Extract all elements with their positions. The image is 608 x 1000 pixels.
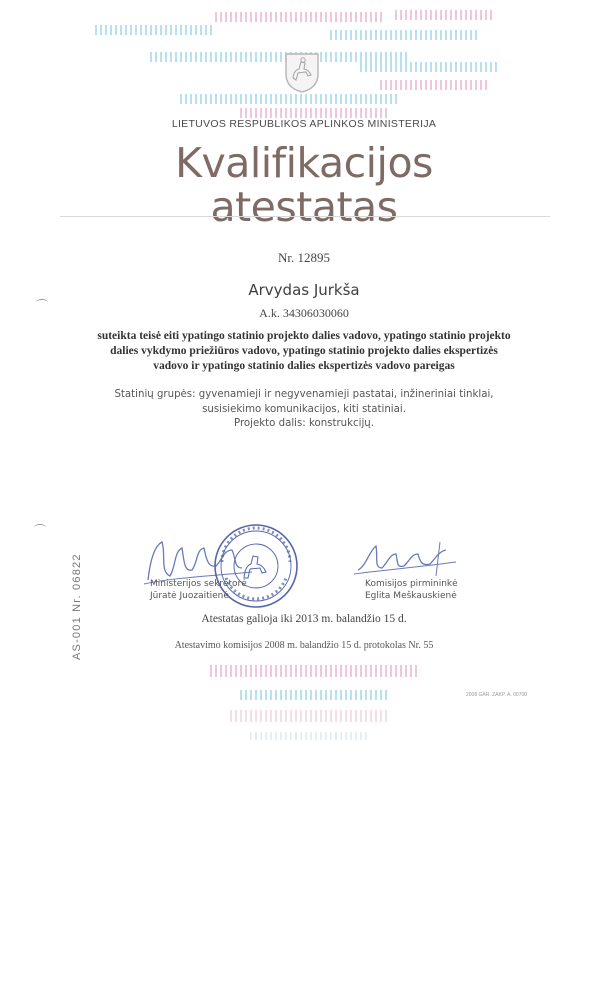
ministry-name: LIETUVOS RESPUBLIKOS APLINKOS MINISTERIJA — [171, 118, 437, 130]
left-signatory-name: Jūratė Juozaitienė — [150, 591, 229, 601]
divider — [60, 216, 550, 217]
punch-mark — [34, 524, 46, 531]
certificate-number: Nr. 12895 — [278, 250, 330, 265]
project-part: Projekto dalis: konstrukcijų. — [233, 418, 374, 429]
title-line-2: atestatas — [210, 183, 398, 231]
grant-text: suteikta teisė eiti ypatingo statinio projekto dalies vadovo, ypatingo statinio projekto dalies vykdymo priežiūros vadovo, ypatingo statinio projekto dalies ekspertizės vadovo ir ypatingo statinio dalies ekspertizės vadovo pareigas — [97, 330, 511, 372]
title-line-1: Kvalifikacijos — [175, 139, 433, 187]
right-signatory-name: Eglita Meškauskienė — [365, 591, 457, 601]
right-signatory-role: Komisijos pirmininkė — [365, 579, 458, 589]
punch-mark — [36, 299, 48, 306]
print-code: 2008 GAR. ZAKP. A. 00700 — [466, 692, 528, 698]
building-groups-block — [92, 388, 516, 432]
building-groups: Statinių grupės: gyvenamieji ir negyvenamieji pastatai, inžineriniai tinklai, susisiekimo komunikacijos, kiti statiniai. — [114, 389, 494, 415]
signature-right — [352, 536, 462, 582]
serial-number: AS-001 Nr. 06822 — [71, 553, 83, 660]
protocol-text: Atestavimo komisijos 2008 m. balandžio 15 d. protokolas Nr. 55 — [174, 640, 434, 651]
personal-code: A.k. 34306030060 — [259, 306, 349, 320]
left-signatory-role: Ministerijos sekretorė — [150, 579, 247, 589]
validity-text: Atestatas galioja iki 2013 m. balandžio 15 d. — [201, 613, 407, 625]
holder-name: Arvydas Jurkša — [248, 281, 360, 299]
coat-of-arms-icon — [282, 50, 322, 94]
